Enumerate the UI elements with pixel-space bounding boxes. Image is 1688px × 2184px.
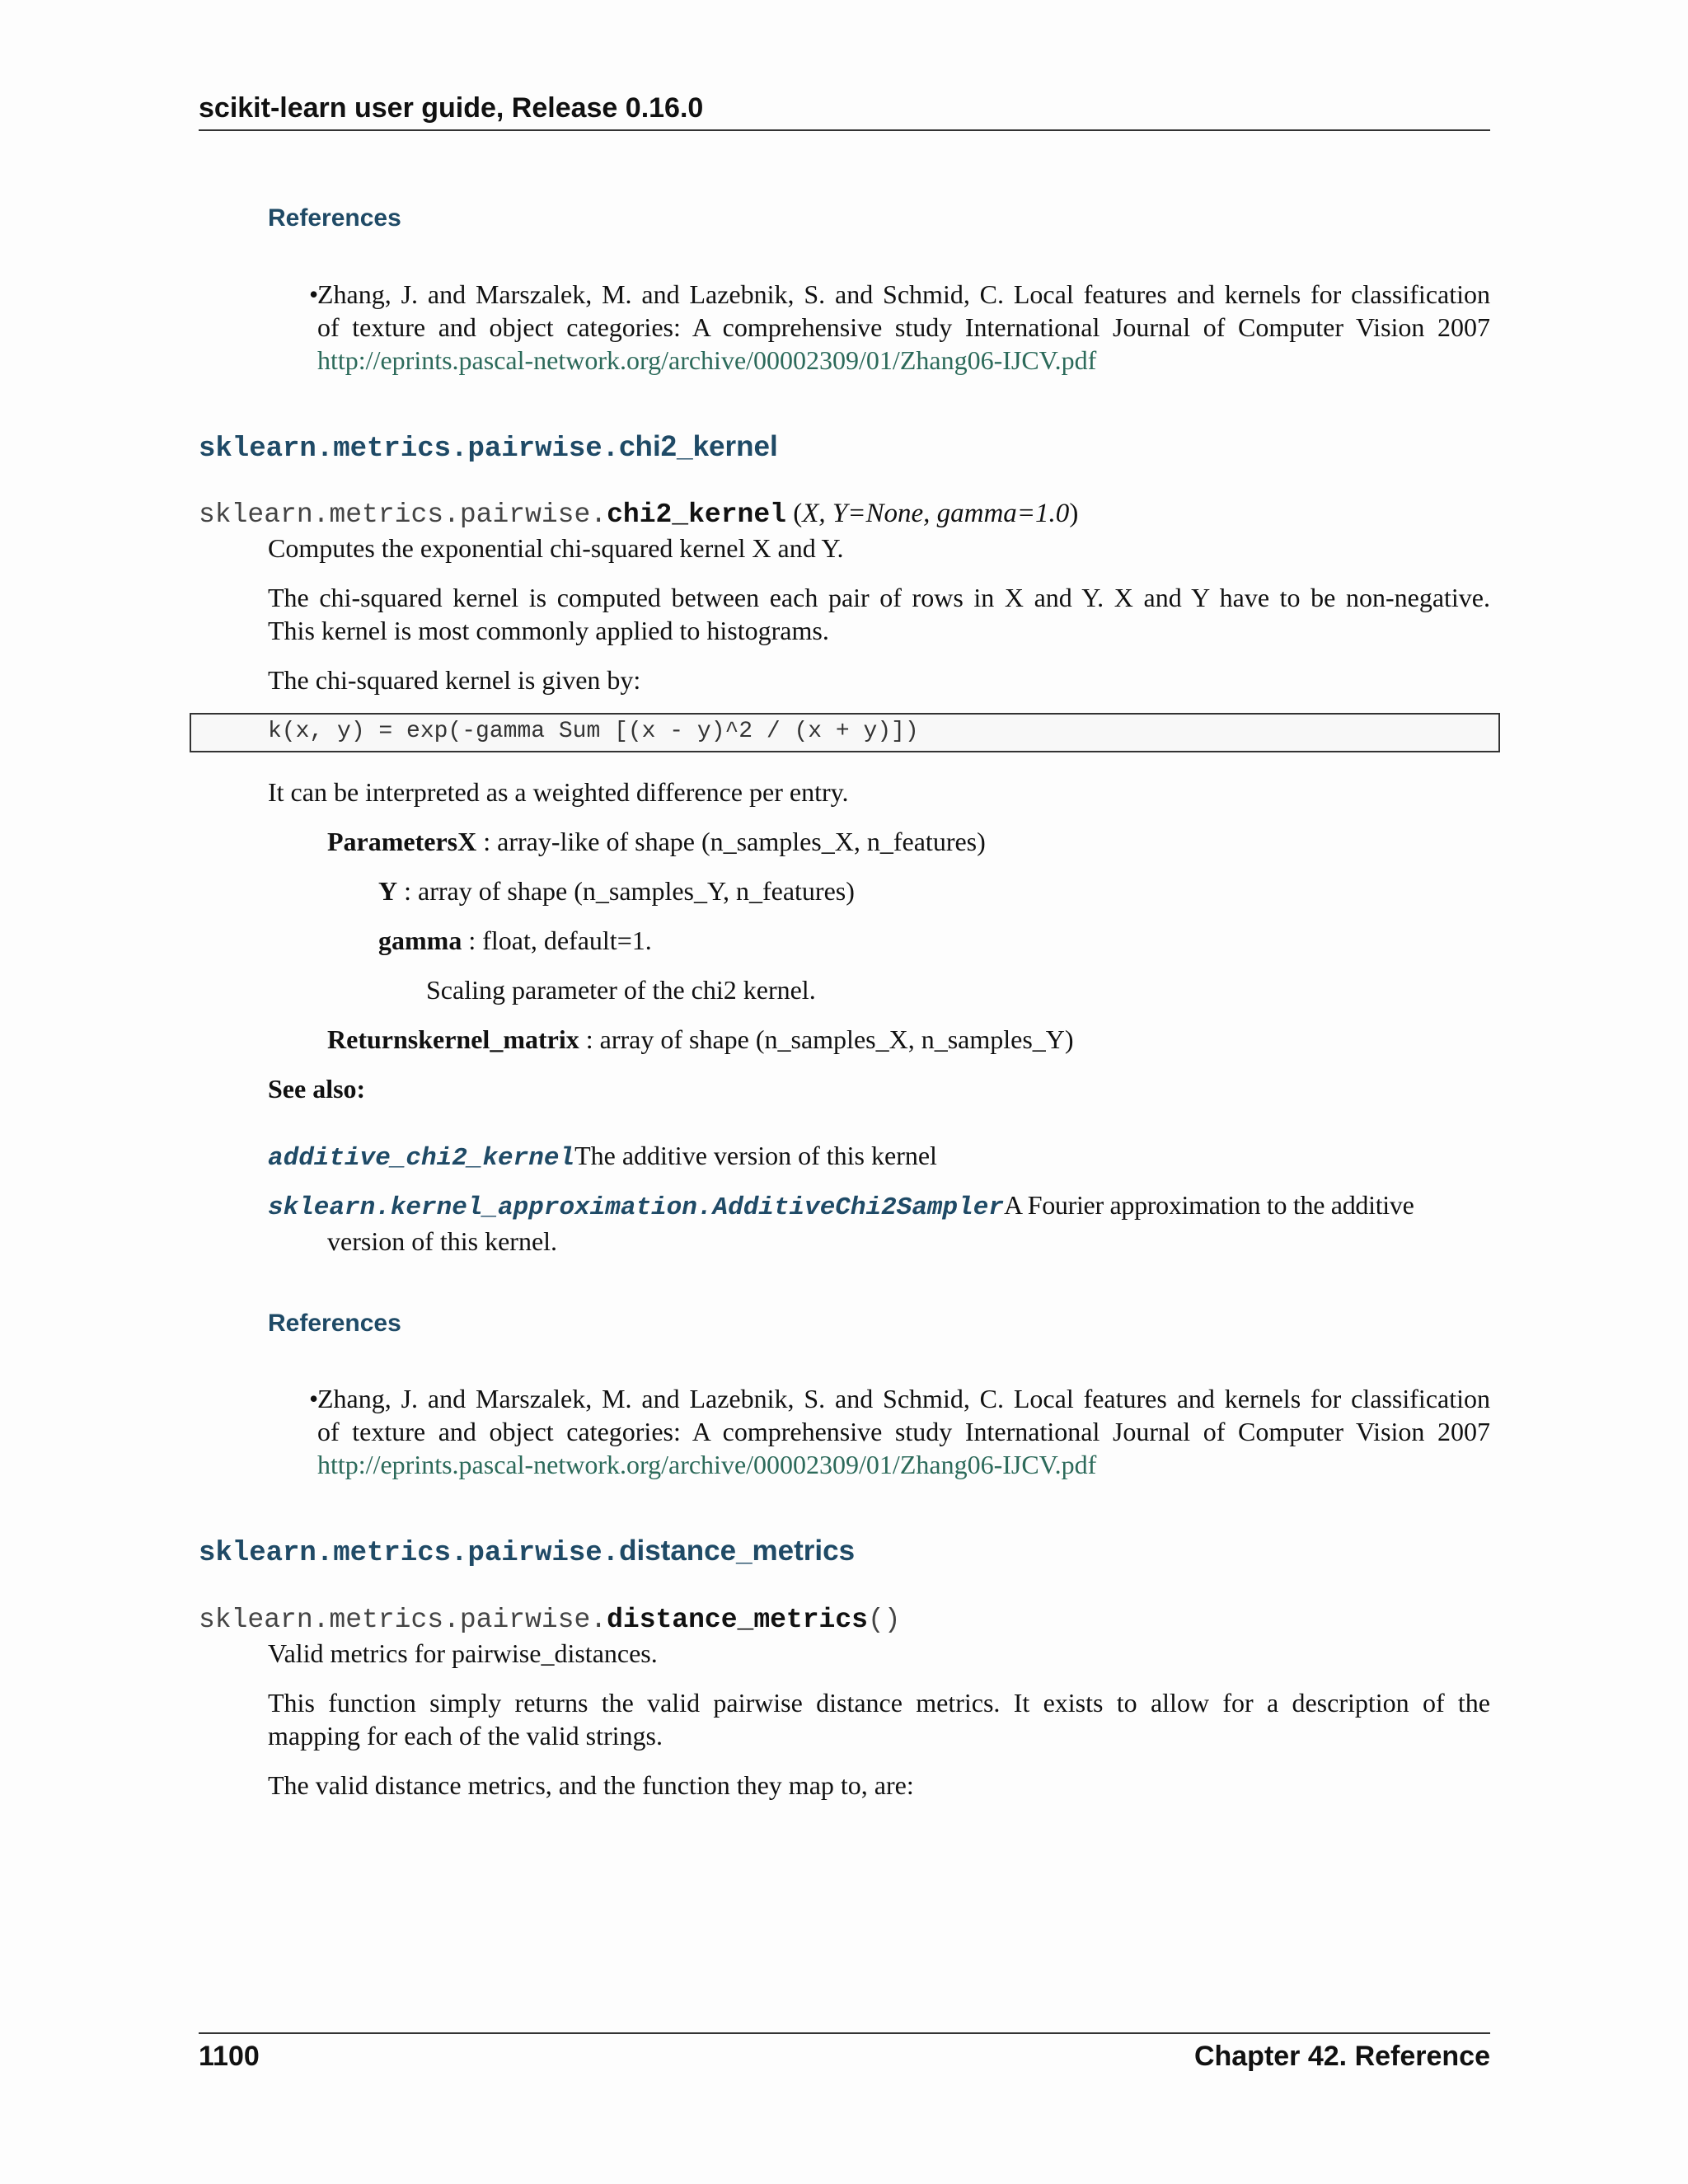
paragraph-line: This kernel is most commonly applied to histograms.	[268, 616, 829, 645]
see-also-link-additive-chi2-sampler[interactable]: sklearn.kernel_approximation.AdditiveChi2Sampler	[268, 1193, 1004, 1222]
function-summary: Valid metrics for pairwise_distances.	[268, 1638, 658, 1668]
heading-name: chi2_kernel	[619, 430, 778, 462]
signature-module: sklearn.metrics.pairwise.	[199, 499, 607, 530]
see-also-label: See also:	[268, 1074, 366, 1104]
heading-module: sklearn.metrics.pairwise.	[199, 1538, 620, 1569]
code-block	[190, 713, 1500, 752]
section-heading-distance-metrics[interactable]	[199, 1535, 855, 1569]
heading-module: sklearn.metrics.pairwise.	[199, 434, 620, 465]
see-also-item	[268, 1188, 1490, 1258]
reference-link[interactable]: http://eprints.pascal-network.org/archive/00002309/01/Zhang06-IJCV.pdf	[317, 1450, 1097, 1479]
paragraph-line: The chi-squared kernel is computed between each pair of rows in X and Y. X and Y have to be non-negative.	[268, 583, 1490, 612]
returns-name: kernel_matrix	[418, 1024, 579, 1054]
signature-open-paren: (	[793, 499, 803, 528]
heading-name: distance_metrics	[619, 1535, 856, 1567]
reference-line: Zhang, J. and Marszalek, M. and Lazebnik, S. and Schmid, C. Local features and kernels for classification	[317, 279, 1490, 309]
parameters-label: Parameters	[327, 827, 458, 856]
references-heading-top: References	[268, 204, 401, 232]
param-name: Y	[378, 876, 398, 906]
see-also-item	[268, 1139, 1490, 1175]
reference-item-bottom	[309, 1382, 1490, 1481]
page-number: 1100	[199, 2041, 260, 2072]
reference-line: of texture and object categories: A comprehensive study International Journal of Computer Vision 2007	[317, 312, 1490, 342]
see-also-desc: A Fourier approximation to the additive	[1003, 1190, 1414, 1220]
reference-link[interactable]: http://eprints.pascal-network.org/archive/00002309/01/Zhang06-IJCV.pdf	[317, 345, 1097, 375]
signature-function-name: chi2_kernel	[607, 499, 786, 530]
signature-parens: ()	[867, 1605, 901, 1635]
see-also-desc: The additive version of this kernel	[574, 1141, 937, 1170]
param-name: gamma	[378, 926, 462, 955]
param-gamma	[378, 924, 652, 957]
bullet-icon: •	[309, 1384, 319, 1413]
returns	[327, 1023, 1074, 1056]
param-name: X	[457, 827, 477, 856]
param-gamma-detail: Scaling parameter of the chi2 kernel.	[426, 975, 816, 1005]
see-also-first-line	[268, 1188, 1490, 1225]
signature-module: sklearn.metrics.pairwise.	[199, 1605, 607, 1635]
references-heading-bottom: References	[268, 1310, 401, 1337]
signature-args: X, Y=None, gamma=1.0	[802, 499, 1070, 528]
running-header: scikit-learn user guide, Release 0.16.0	[199, 92, 704, 124]
function-signature-distance-metrics	[199, 1604, 901, 1635]
description-paragraph: The valid distance metrics, and the function they map to, are:	[268, 1770, 914, 1800]
header-rule	[199, 129, 1490, 131]
signature-function-name: distance_metrics	[607, 1605, 868, 1635]
param-desc: : array of shape (n_samples_Y, n_features)	[397, 876, 855, 906]
see-also-link-additive-chi2-kernel[interactable]: additive_chi2_kernel	[268, 1144, 575, 1173]
paragraph-line: This function simply returns the valid pairwise distance metrics. It exists to allow for a description of the	[268, 1688, 1490, 1718]
signature-close-paren: )	[1069, 499, 1079, 528]
bullet-icon: •	[309, 279, 319, 309]
returns-label: Returns	[327, 1024, 419, 1054]
param-x	[327, 825, 986, 858]
description-paragraph: It can be interpreted as a weighted difference per entry.	[268, 777, 849, 807]
code-formula: k(x, y) = exp(-gamma Sum [(x - y)^2 / (x + y)])	[268, 719, 919, 744]
chapter-title: Chapter 42. Reference	[1193, 2041, 1490, 2072]
reference-item-top	[309, 278, 1490, 377]
reference-line: of texture and object categories: A comprehensive study International Journal of Computer Vision 2007	[317, 1417, 1490, 1446]
param-desc: : float, default=1.	[462, 926, 652, 955]
paragraph-line: mapping for each of the valid strings.	[268, 1721, 663, 1750]
returns-desc: : array of shape (n_samples_X, n_samples_Y)	[579, 1024, 1074, 1054]
param-y	[378, 874, 855, 907]
see-also-desc-cont: version of this kernel.	[327, 1226, 558, 1256]
function-summary: Computes the exponential chi-squared kernel X and Y.	[268, 533, 844, 563]
param-desc: : array-like of shape (n_samples_X, n_features)	[476, 827, 986, 856]
description-paragraph	[268, 581, 1490, 647]
reference-line: Zhang, J. and Marszalek, M. and Lazebnik, S. and Schmid, C. Local features and kernels for classification	[317, 1384, 1490, 1413]
description-paragraph	[268, 1686, 1490, 1752]
function-signature-chi2-kernel	[199, 499, 1078, 530]
description-paragraph: The chi-squared kernel is given by:	[268, 665, 641, 695]
footer-rule	[199, 2032, 1490, 2034]
section-heading-chi2-kernel[interactable]	[199, 430, 778, 465]
